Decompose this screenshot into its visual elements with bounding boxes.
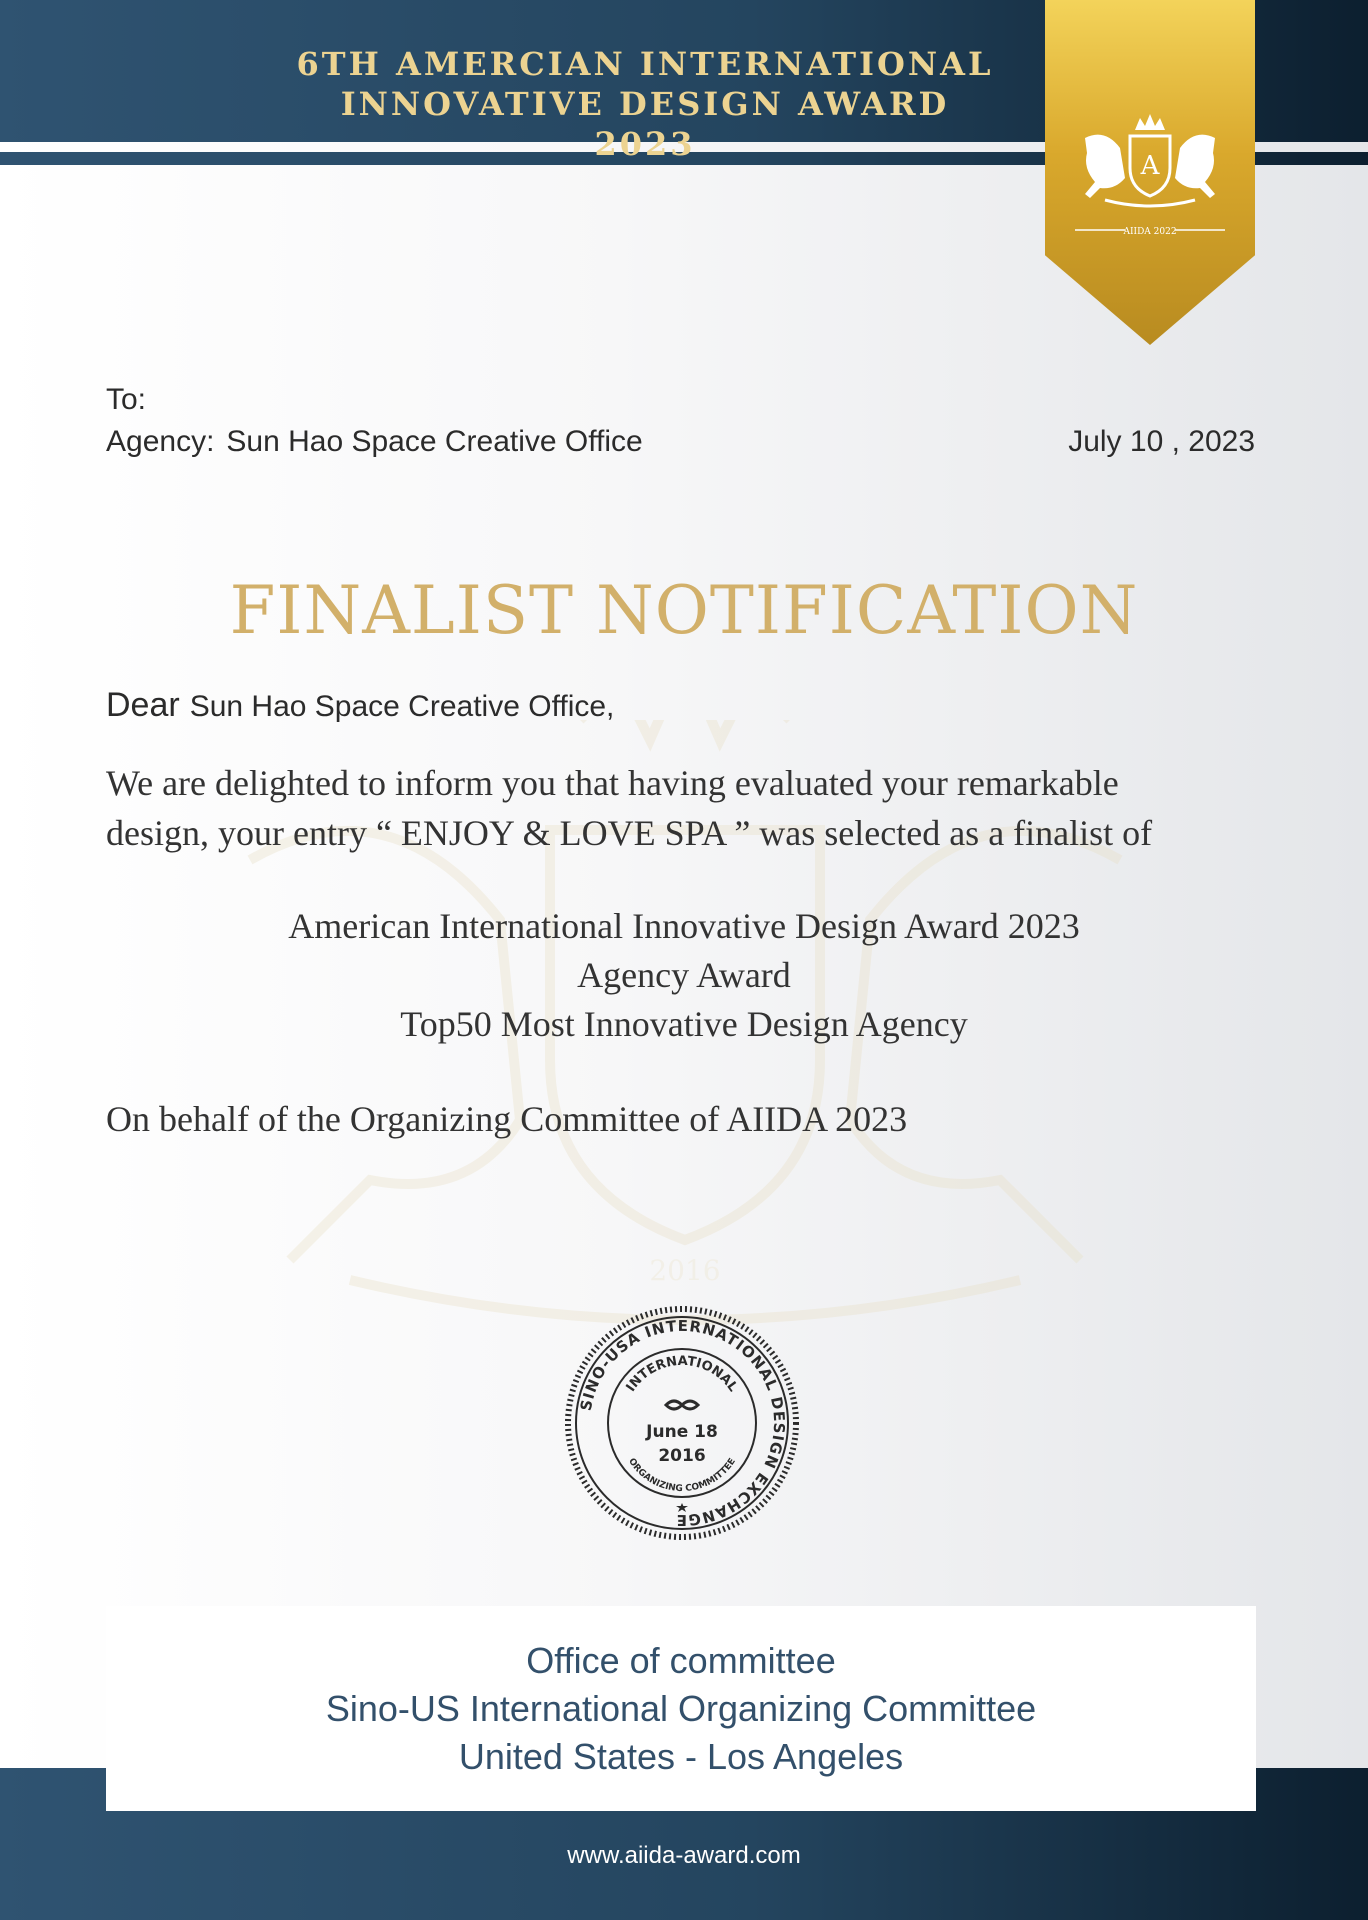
award-block	[0, 902, 1368, 1049]
crest-logo-icon	[1065, 108, 1235, 238]
body-paragraph	[106, 758, 1152, 858]
agency-label: Agency:	[106, 425, 215, 458]
page-title: FINALIST NOTIFICATION	[229, 572, 1139, 649]
footer-line-3: United States - Los Angeles	[458, 1736, 904, 1777]
seal-stamp-icon	[562, 1303, 802, 1543]
watermark-year: 2016	[649, 1254, 721, 1287]
stamp-inner-bottom: ORGANIZING COMMITTEE	[626, 1456, 738, 1495]
agency-name: Sun Hao Space Creative Office	[226, 425, 643, 458]
salutation	[106, 686, 614, 725]
letter-date: July 10 , 2023	[1068, 425, 1255, 458]
crest-letter: A	[1140, 151, 1160, 181]
footer-url[interactable]: www.aiida-award.com	[567, 1842, 801, 1869]
body-line-1: We are delighted to inform you that having evaluated your remarkable	[106, 763, 1119, 803]
footer-line-2: Sino-US International Organizing Committee	[325, 1688, 1037, 1729]
behalf-line: On behalf of the Organizing Committee of AIIDA 2023	[106, 1099, 908, 1139]
footer-line-1: Office of committee	[526, 1640, 836, 1681]
to-label: To:	[106, 383, 147, 416]
stamp-inner-top: INTERNATIONAL	[623, 1354, 741, 1395]
header-title	[290, 44, 1000, 164]
salutation-word: Dear	[106, 686, 180, 724]
stamp-date-1: June 18	[646, 1422, 718, 1442]
agency-line	[106, 425, 643, 459]
salutation-name: Sun Hao Space Creative Office,	[189, 690, 615, 723]
footer-office	[106, 1637, 1256, 1781]
award-line-3: Top50 Most Innovative Design Agency	[400, 1004, 968, 1044]
body-line-2: design, your entry “ ENJOY & LOVE SPA ” was selected as a finalist of	[106, 813, 1153, 853]
award-line-1: American International Innovative Design Award 2023	[288, 906, 1080, 946]
header-title-line2: INNOVATIVE DESIGN AWARD 2023	[340, 85, 950, 163]
stamp-date-2: 2016	[658, 1446, 706, 1466]
header-title-line1: 6TH AMERCIAN INTERNATIONAL	[296, 45, 994, 83]
ribbon-label: AIIDA 2022	[1123, 227, 1177, 237]
stamp-outer-text: SINO-USA INTERNATIONAL DESIGN EXCHANGE	[576, 1316, 789, 1530]
award-line-2: Agency Award	[577, 955, 791, 995]
